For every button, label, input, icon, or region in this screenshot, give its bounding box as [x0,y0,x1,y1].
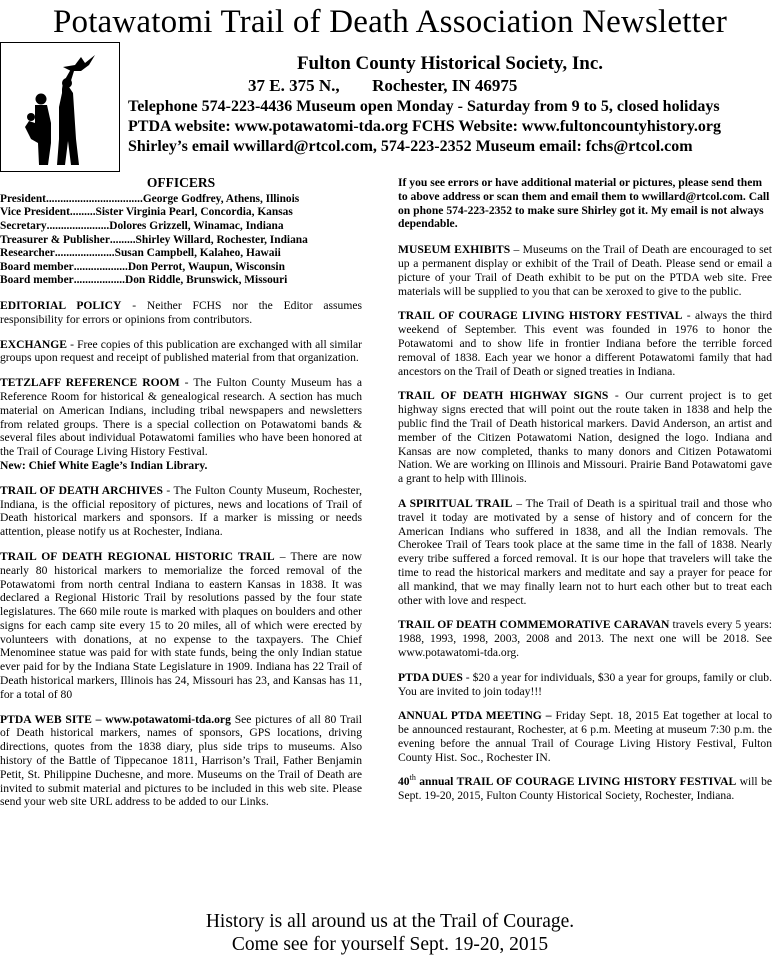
section-heading: PTDA WEB SITE – www.potawatomi-tda.org [0,712,231,726]
footer-line-1: History is all around us at the Trail of Courage. [205,911,575,932]
footer [0,910,780,956]
officer-name: Shirley Willard, Rochester, Indiana [135,233,308,246]
officers-heading: OFFICERS [146,175,216,190]
officer-row [0,247,362,261]
logo-image [0,42,120,172]
section-heading: TRAIL OF DEATH REGIONAL HISTORIC TRAIL [0,549,275,563]
section-text: - Neither FCHS nor the Editor assumes responsibility for errors or opinions from contributors. [0,298,363,326]
officer-leader-dots: ................... [73,260,128,273]
officer-role: Researcher [0,247,55,260]
street-address: 37 E. 375 N., [248,76,340,95]
officer-role: President [0,192,46,205]
websites-line: PTDA website: www.potawatomi-tda.org FCHS Website: www.fultoncountyhistory.org [128,118,722,135]
section-heading: TETZLAFF REFERENCE ROOM [0,376,180,390]
right-section [398,671,772,699]
org-name: Fulton County Historical Society, Inc. [296,53,604,74]
footer-line-2: Come see for yourself Sept. 19-20, 2015 [231,934,549,955]
section-heading: EDITORIAL POLICY [0,298,122,312]
left-section [0,484,362,539]
officer-name: Susan Campbell, Kalaheo, Hawaii [114,247,281,260]
address [248,75,780,97]
right-section [398,243,772,298]
section-text: - Free copies of this publication are exchanged with all similar groups upon request and receipt of published material from that organization. [0,337,362,365]
festival-number: 40 [398,775,410,789]
right-section [398,389,772,486]
officer-role: Secretary [0,219,47,232]
right-section [398,309,772,378]
officer-role: Vice President [0,206,70,219]
festival-heading: annual TRAIL OF COURAGE LIVING HISTORY FESTIVAL [415,775,737,789]
section-heading: A SPIRITUAL TRAIL [398,496,513,510]
officer-name: Dolores Grizzell, Winamac, Indiana [109,219,284,232]
officer-name: Don Perrot, Waupun, Wisconsin [127,260,285,273]
left-column [0,176,362,809]
masthead [120,52,780,157]
section-heading: ANNUAL PTDA MEETING – [398,709,552,723]
left-section [0,550,362,702]
officer-leader-dots: ......... [109,233,136,246]
festival-ordinal: th [409,773,416,783]
section-text: Friday Sept. 18, 2015 Eat together at local to be announced restaurant, Rochester, at 6 p.m. Meeting at museum 7:30 p.m. the evening before the annual Trail of Courage Living History Festival, Fulton County Hist. Soc., Rochester IN. [398,709,772,764]
officer-leader-dots: ...................... [46,219,110,232]
officer-role: Board member [0,274,74,287]
officer-name: Don Riddle, Brunswick, Missouri [124,274,288,287]
section-text: – There are now nearly 80 historical markers to memorialize the forced removal of the Potawatomi from north central Indiana to eastern Kansas in 1838. It was declared a Regional Historic Trail by resolutions passed by the four state legislatures. The 660 mile route is marked with plaques on boulders and other signs for each camp site every 15 to 20 miles, all of which were erected by volunteers with donations, at no expense to the taxpayers. The Chief Menominee statue was paid for with state funds, being the only Indian statue ever paid for by the Indiana State Legislature in 1909. Indiana has 22 Trail of Death historical markers, Illinois has 24, Missouri has 23, and Kansas has 11, for a total of 80 [0,549,362,701]
phone-hours-line: Telephone 574-223-4436 Museum open Monday - Saturday from 9 to 5, closed holidays [128,98,720,115]
left-section [0,376,362,473]
section-heading: EXCHANGE [0,337,67,351]
officer-row [0,220,362,234]
native-figures-icon [1,43,119,171]
officer-leader-dots: ......... [69,206,96,219]
right-section [398,618,772,659]
section-heading: TRAIL OF DEATH HIGHWAY SIGNS [398,389,609,403]
right-sections [398,243,772,764]
emails-line: Shirley’s email wwillard@rtcol.com, 574-223-2352 Museum email: fchs@rtcol.com [128,138,693,155]
officer-name: Sister Virginia Pearl, Concordia, Kansas [95,206,293,219]
section-heading: MUSEUM EXHIBITS [398,243,511,257]
city-address: Rochester, IN 46975 [372,76,518,95]
officer-role: Treasurer & Publisher [0,233,110,246]
officer-leader-dots: ..................... [54,247,115,260]
officer-leader-dots: .................. [73,274,125,287]
officer-leader-dots: .................................. [45,192,143,205]
officer-role: Board member [0,260,74,273]
officer-row [0,274,362,288]
section-text: - $20 a year for individuals, $30 a year for groups, family or club. You are invited to join today!!! [398,670,772,698]
officers-list [0,193,362,288]
officer-row [0,261,362,275]
officer-row [0,206,362,220]
section-highlight: New: Chief White Eagle’s Indian Library. [0,458,208,472]
festival-text: will be Sept. 19-20, 2015, Fulton County Historical Society, Rochester, Indiana. [398,775,773,803]
section-text: – The Trail of Death is a spiritual trail and those who travel it today are motivated by a sense of history and of concern for the American Indians who suffered in 1838, and all the Indian removals. The Cherokee Trail of Tears took place at the same time in the fall of 1838. Nearly every tribe suffered a forced removal. It is our hope that travelers will take the time to read the historical markers and meditate and say a prayer for peace for all mankind, that we may finally learn not to hurt each other but to treat each other with love and respect. [398,496,773,607]
right-section [398,497,772,607]
section-heading: TRAIL OF DEATH COMMEMORATIVE CARAVAN [398,618,670,632]
section-text: - always the third weekend of September. This event was founded in 1976 to honor the Potawatomi and to show life in frontier Indiana before the terrible forced removal of 1838. Each year we honor a different Potawatomi family that had ancestors on the Trail of Death or signed treaties in Indiana. [398,309,772,378]
section-heading: PTDA DUES [398,670,463,684]
left-section [0,713,362,810]
section-text: - The Fulton County Museum, Rochester, Indiana, is the official repository of pictures, news and locations of Trail of Death historical markers and sponsors. If a marker is missing or needs attention, please notify us at Rochester, Indiana. [0,483,362,539]
section-heading: TRAIL OF COURAGE LIVING HISTORY FESTIVAL [398,309,683,323]
left-section [0,338,362,366]
officer-name: George Godfrey, Athens, Illinois [142,192,300,205]
section-heading: TRAIL OF DEATH ARCHIVES [0,483,163,497]
section-text: See pictures of all 80 Trail of Death historical markers, names of sponsors, GPS locations, driving directions, quotes from the 1838 diary, plus side trips to museums. Also history of the Battle of Tippecanoe 1811, Harrison’s Trail, Father Benjamin Petit, St. Philippine Duchesne, and more. Museums on the Trail of Death are invited to submit material and pictures to be included in this web site. Please send your web site URL address to be added to our Links. [0,712,362,809]
submission-note: If you see errors or have additional material or pictures, please send them to above address or scan them and email them to wwillard@rtcol.com. Call on phone 574-223-2352 to make sure Shirley got it. My email is not always dependable. [398,176,770,231]
right-column [398,176,772,803]
left-section [0,299,362,327]
officer-row [0,193,362,207]
section-text: - Our current project is to get highway signs erected that will point out the route taken in 1838 and help the public find the Trail of Death historical markers. David Anderson, an artist and member of the Citizen Potawatomi Nation, designed the logo. Indiana and Kansas are now completed, thanks to many donors and Citizen Potawatomi Nation. We are working on Illinois and Missouri. Prairie Band Potawatomi gave a grant to help with Illinois. [398,389,772,486]
newsletter-title: Potawatomi Trail of Death Association Newsletter [52,4,728,40]
officer-row [0,234,362,248]
section-text: - The Fulton County Museum has a Reference Room for historical & genealogical research. A section has much material on American Indians, including tribal newspapers and newsletters from related groups. There is a special collection on Potawatomi bands & several files about individual Potawatomi families who have been honored at the Trail of Courage Living History Festival. [0,376,362,459]
left-sections [0,299,362,809]
section-text: travels every 5 years: 1988, 1993, 1998, 2003, 2008 and 2013. The next one will be 2018. See www.potawatomi-tda.org. [398,618,772,659]
section-text: – Museums on the Trail of Death are encouraged to set up a permanent display or exhibit of the Trail of Death. Please send or email a picture of your Trail of Death exhibit to be put on the PTDA web site. Free materials will be supplied to you that can be xeroxed to give to the public. [398,243,772,298]
right-section [398,709,772,764]
festival-announcement [398,775,772,803]
